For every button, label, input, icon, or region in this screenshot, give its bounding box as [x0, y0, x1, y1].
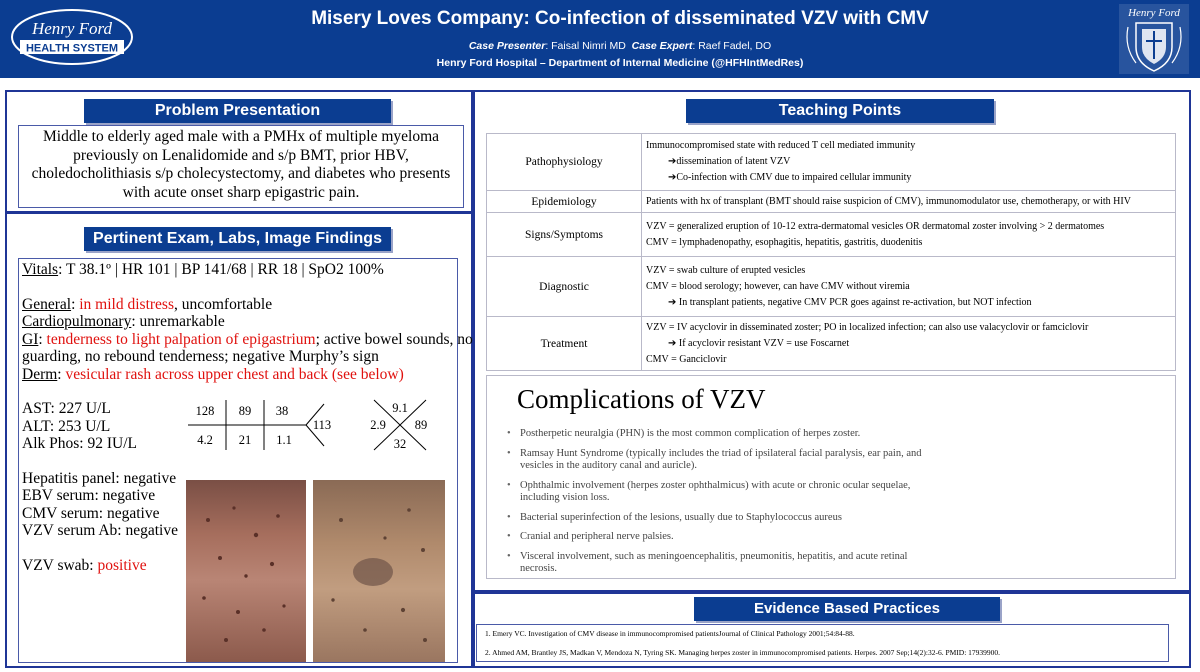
row-category: Signs/Symptoms — [487, 213, 642, 257]
reference-item: 2. Ahmed AM, Brantley JS, Madkan V, Mendoza N, Tyring SK. Managing herpes zoster in immunocompromised patients. Herpes. 2007 Sep;14(2):32-6. PMID: 17939900. — [485, 648, 1001, 657]
row-line: CMV = Ganciclovir — [646, 353, 727, 365]
reference-item: 1. Emery VC. Investigation of CMV disease in immunocompromised patientsJournal of Clinical Pathology 2001;54:84-88. — [485, 629, 855, 638]
table-row — [487, 191, 1176, 213]
cbc-platelets: 89 — [414, 418, 428, 432]
institution-line: Henry Ford Hospital – Department of Internal Medicine (@HFHIntMedRes) — [436, 57, 804, 69]
logo-left-script: Henry Ford — [31, 19, 113, 38]
serology-vzv: VZV serum Ab: negative — [22, 522, 178, 539]
rash-photo-back — [313, 480, 445, 662]
bmp-bicarbonate: 21 — [238, 433, 252, 447]
logo-left-caption: HEALTH SYSTEM — [25, 42, 119, 55]
row-line: ➔ In transplant patients, negative CMV PCR goes against re-activation, but NOT infection — [668, 296, 1032, 308]
cbc-wbc: 2.9 — [370, 418, 386, 432]
list-item: • Cranial and peripheral nerve palsies. — [507, 531, 947, 544]
gi-line-2: guarding, no rebound tenderness; negative Murphy’s sign — [22, 348, 379, 365]
row-line: CMV = blood serology; however, can have CMV without viremia — [646, 280, 910, 292]
table-row — [487, 257, 1176, 317]
list-item: • Postherpetic neuralgia (PHN) is the most common complication of herpes zoster. — [507, 428, 947, 441]
rash-lesions-chest — [186, 480, 306, 662]
general-finding: in mild distress — [79, 295, 174, 313]
cbc-hematocrit: 32 — [393, 437, 407, 451]
bmp-creatinine: 1.1 — [276, 433, 292, 447]
general-rest: , uncomfortable — [173, 295, 273, 313]
derm-colon: : — [57, 365, 66, 383]
row-category: Treatment — [487, 317, 642, 371]
derm-label: Derm — [22, 365, 58, 383]
bmp-fishbone — [188, 396, 348, 454]
rash-lesions-back — [313, 480, 445, 662]
table-row — [487, 213, 1176, 257]
derm-line — [22, 366, 454, 384]
general-colon: : — [71, 295, 80, 313]
teaching-heading: Teaching Points — [686, 99, 994, 123]
table-row — [487, 134, 1176, 191]
lab-alt: ALT: 253 U/L — [22, 417, 111, 435]
row-line: ➔dissemination of latent VZV — [668, 156, 791, 167]
row-content — [642, 317, 1176, 371]
bmp-bun: 38 — [275, 404, 289, 418]
row-content — [642, 213, 1176, 257]
derm-finding: vesicular rash across upper chest and back (see below) — [65, 365, 404, 383]
vitals-label: Vitals — [22, 261, 59, 278]
cardio-line — [22, 313, 454, 331]
row-line: VZV = swab culture of erupted vesicles — [646, 264, 806, 276]
row-category: Epidemiology — [487, 191, 642, 213]
vitals-values: : T 38.1º | HR 101 | BP 141/68 | RR 18 | SpO2 100% — [58, 261, 384, 278]
evidence-heading: Evidence Based Practices — [694, 597, 1000, 621]
gi-label: GI — [22, 330, 39, 348]
gi-rest-1: ; active bowel sounds, no — [315, 330, 473, 348]
row-category: Diagnostic — [487, 257, 642, 317]
bmp-potassium: 4.2 — [197, 433, 213, 447]
serology-ebv: EBV serum: negative — [22, 487, 156, 504]
gi-line — [22, 330, 473, 349]
cbc-hemoglobin: 9.1 — [392, 401, 408, 415]
bmp-glucose: 113 — [312, 418, 332, 432]
evidence-references — [476, 624, 1169, 662]
presenter-line — [140, 40, 1100, 52]
row-line: ➔ If acyclovir resistant VZV = use Foscarnet — [668, 337, 850, 349]
presenter-name: : Faisal Nimri MD — [545, 40, 626, 52]
list-item: • Ramsay Hunt Syndrome (typically includes the triad of ipsilateral facial paralysis, ear pain, and vesicles in the auditory canal and auricle). — [507, 448, 947, 473]
serology-cmv: CMV serum: negative — [22, 504, 160, 522]
crest-script: Henry Ford — [1128, 7, 1180, 19]
poster-title: Misery Loves Company: Co-infection of disseminated VZV with CMV — [311, 8, 929, 29]
teaching-points-table — [486, 133, 1176, 371]
table-row — [487, 317, 1176, 371]
expert-label: Case Expert — [631, 40, 693, 52]
row-line: ➔Co-infection with CMV due to impaired cellular immunity — [668, 172, 912, 183]
row-content — [642, 257, 1176, 317]
list-item: • Bacterial superinfection of the lesions, usually due to Staphylococcus aureus — [507, 512, 947, 525]
henry-ford-health-system-logo — [10, 8, 134, 66]
general-line — [22, 296, 454, 314]
row-content — [642, 191, 1176, 213]
row-line: Patients with hx of transplant (BMT should raise suspicion of CMV), immunomodulator use, chemotherapy, or with HIV — [646, 195, 1131, 207]
vitals-line — [22, 261, 454, 279]
complications-box — [486, 375, 1176, 579]
problem-text: Middle to elderly aged male with a PMHx of multiple myeloma previously on Lenalidomide and s/p BMT, prior HBV, choledocholithiasis s/p cholecystectomy, and diabetes who presents with acute onset sharp epigastric pain. — [18, 125, 464, 208]
row-line: CMV = lymphadenopathy, esophagitis, hepatitis, gastritis, duodenitis — [646, 236, 923, 248]
list-item: • Visceral involvement, such as meningoencephalitis, pneumonitis, hepatitis, and acute retinal necrosis. — [507, 551, 947, 576]
row-line: VZV = generalized eruption of 10-12 extra-dermatomal vesicles OR dermatomal zoster involving > 2 dermatomes — [646, 220, 1105, 232]
cardio-label: Cardiopulmonary — [22, 313, 132, 330]
henry-ford-medical-group-crest — [1118, 3, 1190, 75]
bmp-sodium: 128 — [195, 404, 215, 418]
gi-finding: tenderness to light palpation of epigastrium — [46, 330, 316, 348]
exam-heading: Pertinent Exam, Labs, Image Findings — [84, 227, 391, 251]
poster-header — [0, 0, 1200, 78]
lab-ast: AST: 227 U/L — [22, 400, 111, 417]
serology-hepatitis: Hepatitis panel: negative — [22, 469, 177, 487]
row-line: VZV = IV acyclovir in disseminated zoster; PO in localized infection; can also use valacyclovir or famciclovir — [646, 321, 1089, 333]
lab-alk-phos: Alk Phos: 92 IU/L — [22, 435, 137, 452]
problem-heading: Problem Presentation — [84, 99, 391, 123]
row-content — [642, 134, 1176, 191]
presenter-label: Case Presenter — [468, 40, 546, 52]
bmp-chloride: 89 — [238, 404, 252, 418]
general-label: General — [22, 295, 72, 313]
cbc-cross — [366, 396, 434, 454]
expert-name: : Raef Fadel, DO — [692, 40, 772, 52]
gi-colon: : — [38, 330, 47, 348]
complications-title: Complications of VZV — [517, 384, 766, 414]
vzv-swab-label: VZV swab: — [22, 556, 98, 574]
row-line: Immunocompromised state with reduced T cell mediated immunity — [646, 140, 916, 151]
rash-photo-chest — [186, 480, 306, 662]
cardio-finding: : unremarkable — [131, 313, 225, 330]
list-item: • Ophthalmic involvement (herpes zoster ophthalmicus) with acute or chronic ocular sequelae, including vision loss. — [507, 480, 947, 505]
vzv-swab-result: positive — [97, 556, 147, 574]
complications-list — [507, 428, 947, 583]
row-category: Pathophysiology — [487, 134, 642, 191]
